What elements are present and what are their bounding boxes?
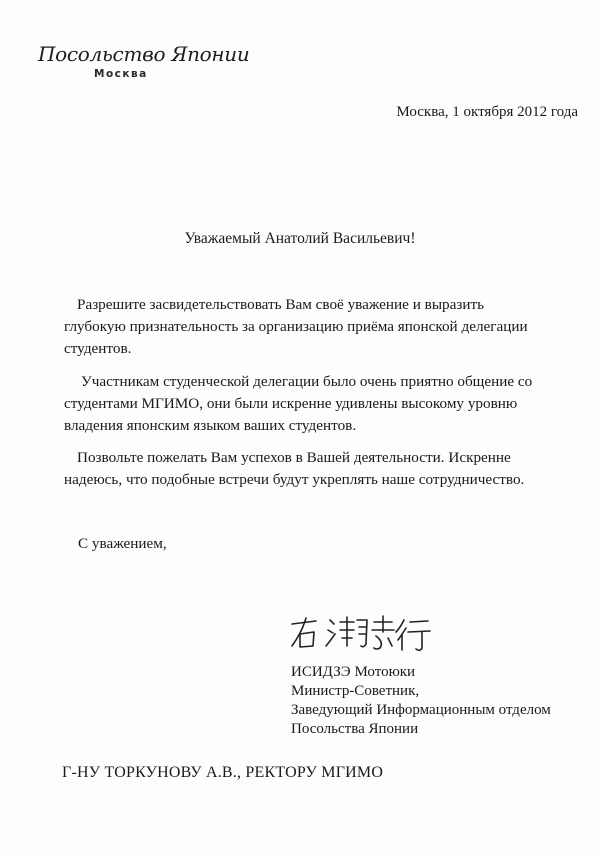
body-paragraph-3 <box>64 447 564 491</box>
recipient-line: Г-НУ ТОРКУНОВУ А.В., РЕКТОРУ МГИМО <box>62 764 384 781</box>
salutation: Уважаемый Анатолий Васильевич! <box>184 230 416 247</box>
signer-department: Заведующий Информационным отделом <box>291 702 551 718</box>
signer-name: ИСИДЗЭ Мотоюки <box>291 664 416 680</box>
paragraph-line: владения японским языком ваших студентов. <box>64 417 357 434</box>
letterhead-city: Москва <box>94 68 148 80</box>
signer-block <box>291 663 551 739</box>
closing-phrase: С уважением, <box>78 535 167 552</box>
handwritten-signature <box>288 612 438 656</box>
signer-organization: Посольства Японии <box>291 721 419 737</box>
body-paragraph-1 <box>64 294 564 360</box>
paragraph-line: студентами МГИМО, они были искренне удивлены высокому уровню <box>64 395 518 412</box>
paragraph-line: Участникам студенческой делегации было очень приятно общение со <box>81 373 533 390</box>
paragraph-line: Разрешите засвидетельствовать Вам своё уважение и выразить <box>77 296 485 313</box>
signer-position: Министр-Советник, <box>291 683 420 699</box>
body-paragraph-2 <box>64 371 564 437</box>
paragraph-line: глубокую признательность за организацию приёма японской делегации <box>64 318 528 335</box>
paragraph-line: надеюсь, что подобные встречи будут укреплять наше сотрудничество. <box>64 471 525 488</box>
paragraph-line: студентов. <box>64 340 132 357</box>
letter-date: Москва, 1 октября 2012 года <box>396 104 578 120</box>
paragraph-line: Позвольте пожелать Вам успехов в Вашей деятельности. Искренне <box>77 449 511 466</box>
letterhead <box>38 42 249 80</box>
letterhead-embassy-name: Посольство Японии <box>38 42 250 66</box>
